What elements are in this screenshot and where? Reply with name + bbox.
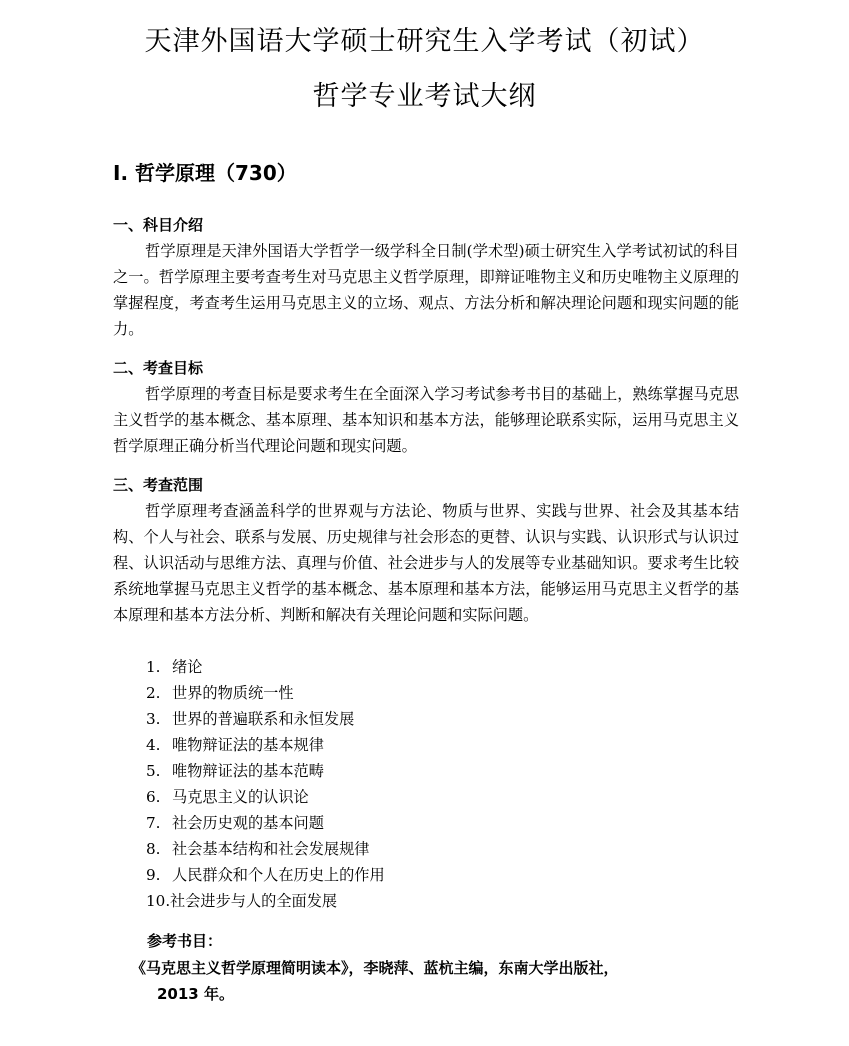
intro-heading: 一、科目介绍 <box>113 216 204 234</box>
list-item-text: 绪论 <box>172 658 203 676</box>
list-item <box>146 784 385 810</box>
scope-heading: 三、考查范围 <box>113 476 204 494</box>
list-item <box>146 758 385 784</box>
list-item <box>146 706 385 732</box>
references-heading: 参考书目： <box>147 932 223 950</box>
list-item-number: 8. <box>146 840 161 858</box>
list-item <box>146 810 385 836</box>
list-item-number: 3. <box>146 710 161 728</box>
topic-list <box>146 654 385 914</box>
list-item <box>146 836 385 862</box>
document-title: 天津外国语大学硕士研究生入学考试（初试） <box>144 26 705 57</box>
reference-line: 2013 年。 <box>157 985 234 1003</box>
intro-paragraph: 哲学原理是天津外国语大学哲学一级学科全日制(学术型)硕士研究生入学考试初试的科目之一。哲学原理主要考查考生对马克思主义哲学原理，即辩证唯物主义和历史唯物主义原理的掌握程度，考查考生运用马克思主义的立场、观点、方法分析和解决理论问题和现实问题的能力。 <box>113 242 739 338</box>
list-item <box>146 888 385 914</box>
list-item-number: 9. <box>146 866 161 884</box>
document-subtitle: 哲学专业考试大纲 <box>312 81 537 112</box>
goal-heading: 二、考查目标 <box>113 359 204 377</box>
list-item-text: 马克思主义的认识论 <box>172 788 309 806</box>
list-item-number: 6. <box>146 788 161 806</box>
list-item-text: 社会基本结构和社会发展规律 <box>172 840 370 858</box>
list-item-text: 唯物辩证法的基本范畴 <box>172 762 324 780</box>
list-item <box>146 680 385 706</box>
list-item <box>146 732 385 758</box>
list-item-number: 7. <box>146 814 161 832</box>
scope-paragraph: 哲学原理考查涵盖科学的世界观与方法论、物质与世界、实践与世界、社会及其基本结构、个人与社会、联系与发展、历史规律与社会形态的更替、认识与实践、认识形式与认识过程、认识活动与思维方法、真理与价值、社会进步与人的发展等专业基础知识。要求考生比较系统地掌握马克思主义哲学的基本概念、基本原理和基本方法，能够运用马克思主义哲学的基本原理和基本方法分析、判断和解决有关理论问题和实际问题。 <box>113 502 739 624</box>
list-item-text: 唯物辩证法的基本规律 <box>172 736 324 754</box>
list-item-number: 4. <box>146 736 161 754</box>
section-heading: I. 哲学原理（730） <box>113 161 297 185</box>
reference-entry <box>131 955 741 1007</box>
list-item-number: 10. <box>146 892 171 910</box>
list-item <box>146 862 385 888</box>
list-item-number: 1. <box>146 658 161 676</box>
list-item-number: 5. <box>146 762 161 780</box>
list-item-text: 人民群众和个人在历史上的作用 <box>172 866 385 884</box>
list-item-text: 世界的普遍联系和永恒发展 <box>172 710 355 728</box>
list-item-number: 2. <box>146 684 161 702</box>
reference-line: 《马克思主义哲学原理简明读本》，李晓萍、蓝杭主编，东南大学出版社， <box>131 959 619 977</box>
list-item-text: 世界的物质统一性 <box>172 684 294 702</box>
goal-paragraph: 哲学原理的考查目标是要求考生在全面深入学习考试参考书目的基础上，熟练掌握马克思主义哲学的基本概念、基本原理、基本知识和基本方法，能够理论联系实际，运用马克思主义哲学原理正确分析当代理论问题和现实问题。 <box>113 385 739 455</box>
list-item-text: 社会进步与人的全面发展 <box>170 892 338 910</box>
list-item <box>146 654 385 680</box>
list-item-text: 社会历史观的基本问题 <box>172 814 324 832</box>
